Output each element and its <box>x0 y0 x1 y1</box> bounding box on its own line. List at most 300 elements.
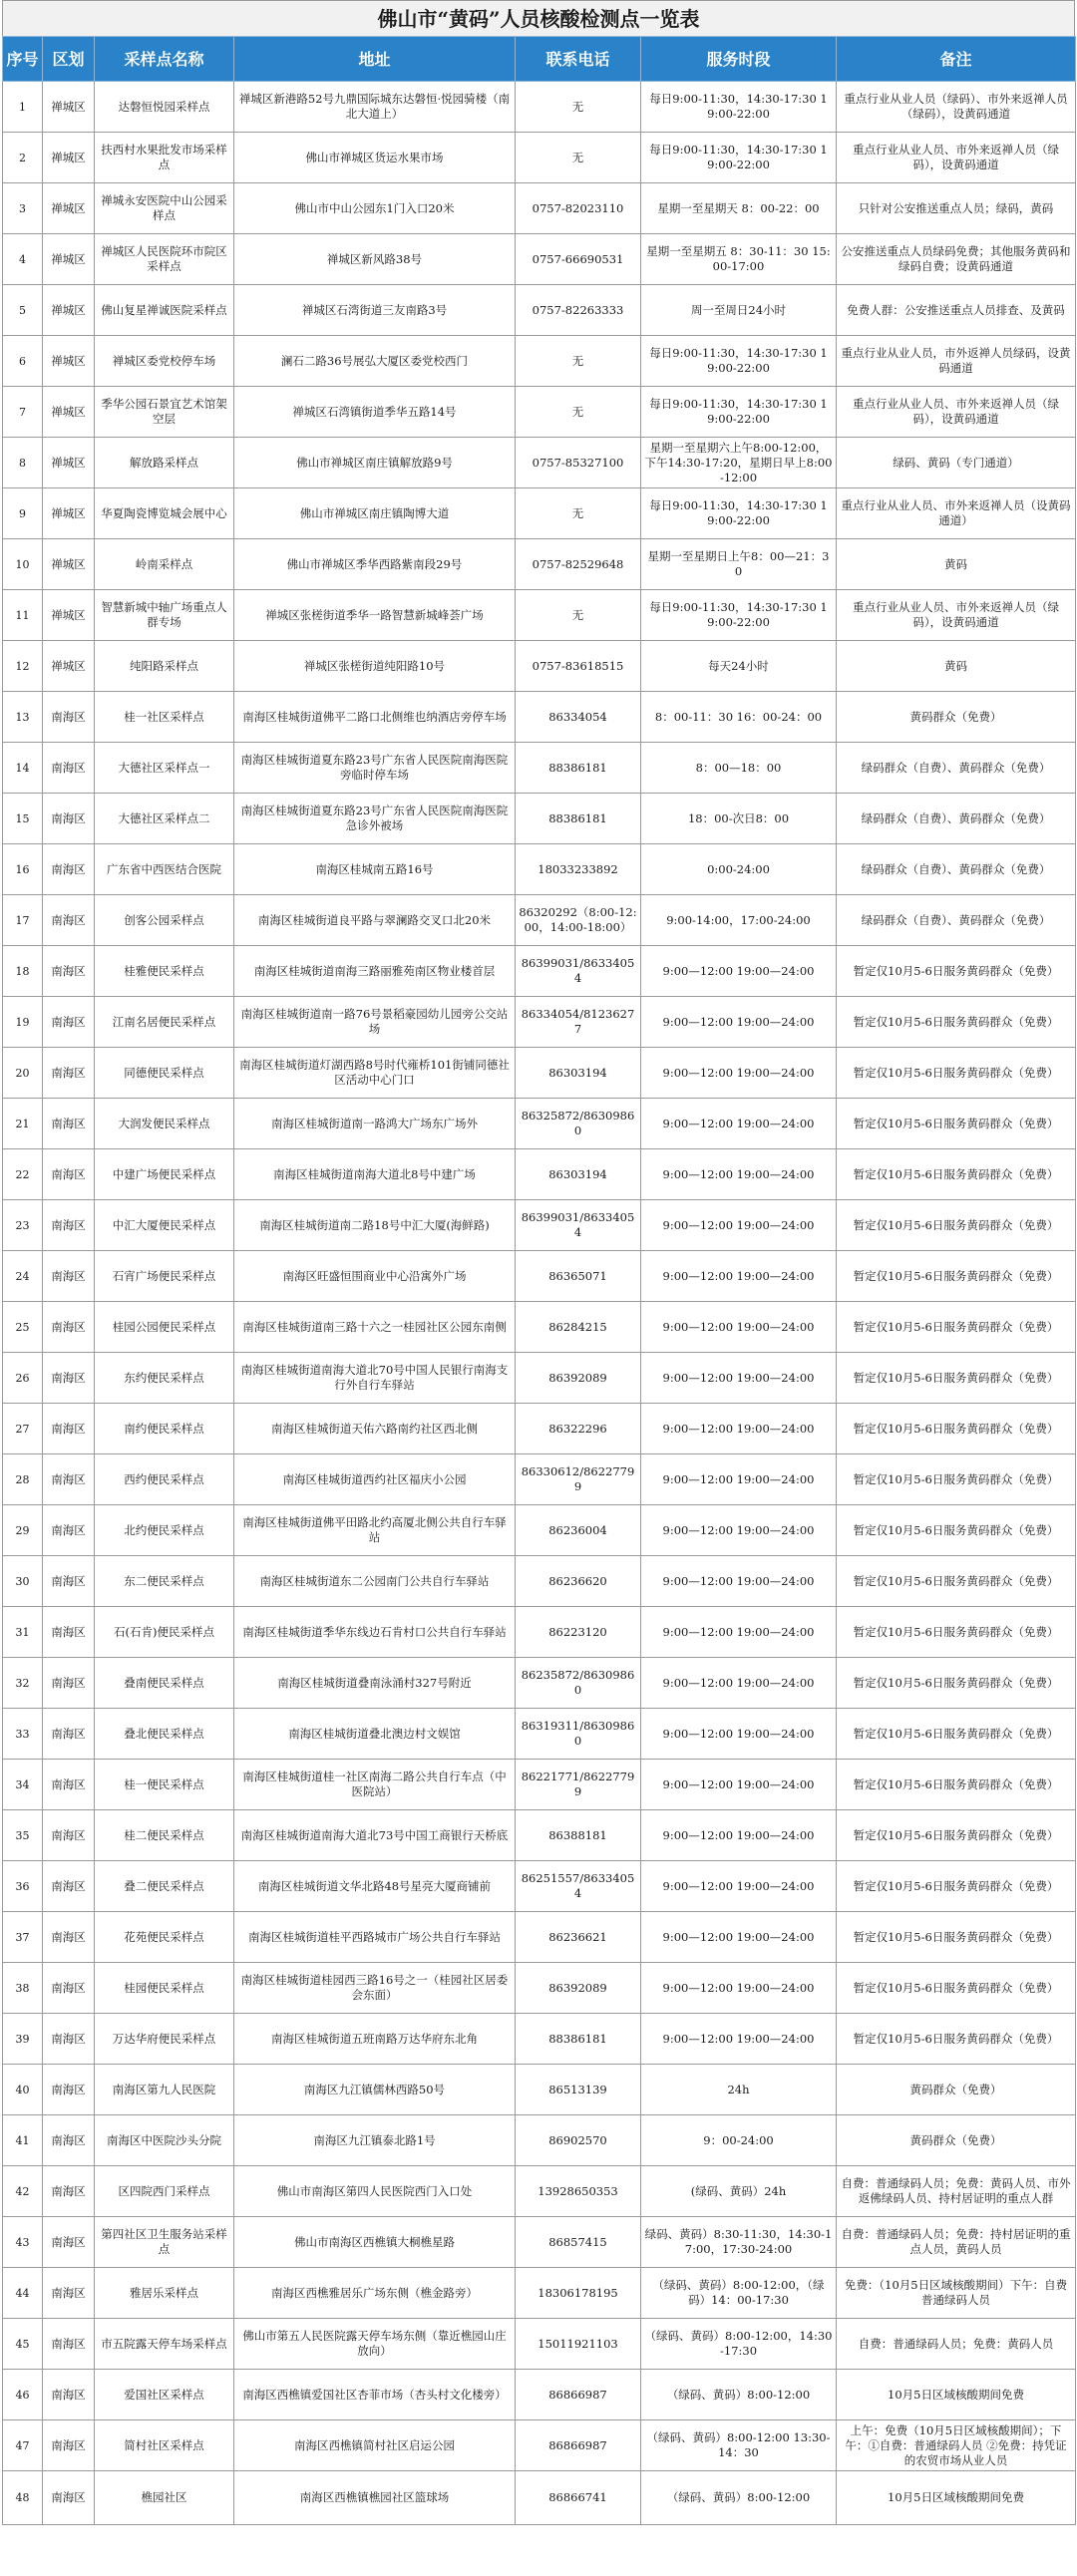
row-site-name: 达磐恒悦园采样点 <box>95 82 234 133</box>
row-remarks: 黄码群众（免费） <box>837 692 1076 743</box>
row-address: 禅城区新风路38号 <box>234 234 516 285</box>
table-row <box>3 133 1076 183</box>
row-hours: 18：00-次日8：00 <box>641 794 837 844</box>
row-site-name: 华夏陶瓷博览城会展中心 <box>95 488 234 539</box>
row-hours: （绿码、黄码）8:00-12:00，14:30-17:30 <box>641 2319 837 2370</box>
row-phone: 13928650353 <box>516 2166 641 2217</box>
row-district: 南海区 <box>43 1861 95 1912</box>
row-phone: 无 <box>516 82 641 133</box>
header-index: 序号 <box>3 37 43 82</box>
row-address: 禅城区张槎街道季华一路智慧新城峰荟广场 <box>234 590 516 641</box>
row-district: 南海区 <box>43 895 95 946</box>
row-phone: 86236620 <box>516 1556 641 1607</box>
row-phone: 86319311/86309860 <box>516 1709 641 1760</box>
row-district: 南海区 <box>43 2268 95 2319</box>
table-header-row <box>3 37 1076 82</box>
row-remarks: 暂定仅10月5-6日服务黄码群众（免费） <box>837 1353 1076 1404</box>
table-row <box>3 2319 1076 2370</box>
row-address: 南海区西樵镇简村社区启运公园 <box>234 2420 516 2471</box>
row-phone: 86334054 <box>516 692 641 743</box>
row-address: 南海区桂城街道五班南路万达华府东北角 <box>234 2014 516 2065</box>
table-row <box>3 692 1076 743</box>
row-hours: （绿码、黄码）8:00-12:00 <box>641 2471 837 2525</box>
row-remarks: 免费：（10月5日区域核酸期间）下午：自费普通绿码人员 <box>837 2268 1076 2319</box>
row-hours: 9:00—12:00 19:00—24:00 <box>641 1353 837 1404</box>
row-hours: 星期一至星期日上午8：00—21：30 <box>641 539 837 590</box>
row-site-name: 桂一便民采样点 <box>95 1760 234 1810</box>
row-index: 5 <box>3 285 43 336</box>
row-index: 45 <box>3 2319 43 2370</box>
row-site-name: 花苑便民采样点 <box>95 1912 234 1963</box>
row-address: 佛山市禅城区季华西路紫南段29号 <box>234 539 516 590</box>
row-district: 禅城区 <box>43 234 95 285</box>
row-district: 南海区 <box>43 743 95 794</box>
row-district: 禅城区 <box>43 285 95 336</box>
row-index: 10 <box>3 539 43 590</box>
table-row <box>3 1505 1076 1556</box>
row-remarks: 10月5日区域核酸期间免费 <box>837 2370 1076 2420</box>
row-hours: 每日9:00-11:30，14:30-17:30 19:00-22:00 <box>641 387 837 438</box>
row-remarks: 绿码、黄码（专门通道） <box>837 438 1076 488</box>
header-address: 地址 <box>234 37 516 82</box>
row-site-name: 东二便民采样点 <box>95 1556 234 1607</box>
row-district: 南海区 <box>43 1149 95 1200</box>
row-site-name: 爱国社区采样点 <box>95 2370 234 2420</box>
row-hours: 周一至周日24小时 <box>641 285 837 336</box>
header-phone: 联系电话 <box>516 37 641 82</box>
row-hours: （绿码、黄码）8:00-12:00 13:30-14：30 <box>641 2420 837 2471</box>
row-phone: 86325872/86309860 <box>516 1099 641 1149</box>
row-district: 禅城区 <box>43 539 95 590</box>
row-district: 南海区 <box>43 1709 95 1760</box>
header-site-name: 采样点名称 <box>95 37 234 82</box>
row-address: 南海区桂城街道南一路76号景稻豪园幼儿园旁公交站场 <box>234 997 516 1048</box>
row-site-name: 纯阳路采样点 <box>95 641 234 692</box>
row-index: 23 <box>3 1200 43 1251</box>
row-phone: 18033233892 <box>516 844 641 895</box>
row-phone: 86320292（8:00-12:00，14:00-18:00） <box>516 895 641 946</box>
row-hours: 9:00—12:00 19:00—24:00 <box>641 1200 837 1251</box>
row-remarks: 绿码群众（自费）、黄码群众（免费） <box>837 794 1076 844</box>
table-row <box>3 794 1076 844</box>
row-hours: 每日9:00-11:30，14:30-17:30 19:00-22:00 <box>641 82 837 133</box>
table-row <box>3 1302 1076 1353</box>
row-phone: 86365071 <box>516 1251 641 1302</box>
row-remarks: 暂定仅10月5-6日服务黄码群众（免费） <box>837 1963 1076 2014</box>
row-phone: 88386181 <box>516 743 641 794</box>
row-hours: 9:00—12:00 19:00—24:00 <box>641 1607 837 1658</box>
row-phone: 86902570 <box>516 2115 641 2166</box>
row-phone: 88386181 <box>516 2014 641 2065</box>
row-address: 南海区桂城街道桂一社区南海二路公共自行车点（中医院站） <box>234 1760 516 1810</box>
row-phone: 0757-66690531 <box>516 234 641 285</box>
row-address: 南海区桂城街道南三路十六之一桂园社区公园东南侧 <box>234 1302 516 1353</box>
row-remarks: 暂定仅10月5-6日服务黄码群众（免费） <box>837 1505 1076 1556</box>
row-district: 禅城区 <box>43 641 95 692</box>
row-district: 南海区 <box>43 1760 95 1810</box>
row-hours: 9:00—12:00 19:00—24:00 <box>641 1709 837 1760</box>
table-row <box>3 1200 1076 1251</box>
row-site-name: 石(石肯)便民采样点 <box>95 1607 234 1658</box>
row-site-name: 禅城永安医院中山公园采样点 <box>95 183 234 234</box>
row-index: 22 <box>3 1149 43 1200</box>
row-hours: 9:00—12:00 19:00—24:00 <box>641 2014 837 2065</box>
row-district: 南海区 <box>43 2115 95 2166</box>
row-index: 28 <box>3 1454 43 1505</box>
row-site-name: 樵园社区 <box>95 2471 234 2525</box>
row-address: 南海区西樵雅居乐广场东侧（樵金路旁） <box>234 2268 516 2319</box>
header-district: 区划 <box>43 37 95 82</box>
row-phone: 无 <box>516 488 641 539</box>
row-site-name: 解放路采样点 <box>95 438 234 488</box>
row-index: 14 <box>3 743 43 794</box>
row-district: 南海区 <box>43 1556 95 1607</box>
row-phone: 86221771/86227799 <box>516 1760 641 1810</box>
row-address: 佛山市禅城区货运水果市场 <box>234 133 516 183</box>
row-index: 25 <box>3 1302 43 1353</box>
row-site-name: 第四社区卫生服务站采样点 <box>95 2217 234 2268</box>
page-title: 佛山市“黄码”人员核酸检测点一览表 <box>2 0 1075 36</box>
table-row <box>3 1454 1076 1505</box>
row-remarks: 暂定仅10月5-6日服务黄码群众（免费） <box>837 1404 1076 1454</box>
row-hours: 9:00—12:00 19:00—24:00 <box>641 997 837 1048</box>
row-remarks: 重点行业从业人员，市外返禅人员绿码，设黄码通道 <box>837 336 1076 387</box>
row-district: 南海区 <box>43 1099 95 1149</box>
row-address: 南海区桂城街道南海三路丽雅苑南区物业楼首层 <box>234 946 516 997</box>
table-row <box>3 1048 1076 1099</box>
row-phone: 无 <box>516 336 641 387</box>
row-phone: 86866987 <box>516 2370 641 2420</box>
row-phone: 无 <box>516 590 641 641</box>
row-district: 禅城区 <box>43 183 95 234</box>
row-index: 15 <box>3 794 43 844</box>
row-remarks: 暂定仅10月5-6日服务黄码群众（免费） <box>837 1760 1076 1810</box>
row-phone: 无 <box>516 387 641 438</box>
row-address: 南海区九江镇泰北路1号 <box>234 2115 516 2166</box>
row-district: 南海区 <box>43 1963 95 2014</box>
row-remarks: 免费人群：公安推送重点人员排查、及黄码 <box>837 285 1076 336</box>
table-row <box>3 2065 1076 2115</box>
row-site-name: 扶西村水果批发市场采样点 <box>95 133 234 183</box>
row-remarks: 暂定仅10月5-6日服务黄码群众（免费） <box>837 1556 1076 1607</box>
row-hours: 8：00—18：00 <box>641 743 837 794</box>
row-address: 南海区桂城街道夏东路23号广东省人民医院南海医院急诊外被场 <box>234 794 516 844</box>
row-site-name: 南海区第九人民医院 <box>95 2065 234 2115</box>
row-phone: 86513139 <box>516 2065 641 2115</box>
row-phone: 无 <box>516 133 641 183</box>
row-remarks: 自费：普通绿码人员；免费：黄码人员、市外返佛绿码人员、持村居证明的重点人群 <box>837 2166 1076 2217</box>
row-phone: 0757-82263333 <box>516 285 641 336</box>
row-remarks: 自费：普通绿码人员；免费：黄码人员 <box>837 2319 1076 2370</box>
row-district: 南海区 <box>43 1658 95 1709</box>
row-address: 南海区桂城街道季华东线边石肯村口公共自行车驿站 <box>234 1607 516 1658</box>
row-remarks: 暂定仅10月5-6日服务黄码群众（免费） <box>837 1251 1076 1302</box>
row-hours: 9:00—12:00 19:00—24:00 <box>641 1861 837 1912</box>
row-remarks: 暂定仅10月5-6日服务黄码群众（免费） <box>837 1302 1076 1353</box>
row-remarks: 公安推送重点人员绿码免费；其他服务黄码和绿码自费；设黄码通道 <box>837 234 1076 285</box>
row-remarks: 暂定仅10月5-6日服务黄码群众（免费） <box>837 946 1076 997</box>
row-index: 13 <box>3 692 43 743</box>
row-district: 南海区 <box>43 2471 95 2525</box>
row-district: 禅城区 <box>43 387 95 438</box>
header-remarks: 备注 <box>837 37 1076 82</box>
row-address: 澜石二路36号展弘大厦区委党校西门 <box>234 336 516 387</box>
row-district: 南海区 <box>43 1200 95 1251</box>
row-hours: 9:00—12:00 19:00—24:00 <box>641 1963 837 2014</box>
row-phone: 86392089 <box>516 1963 641 2014</box>
row-remarks: 绿码群众（自费）、黄码群众（免费） <box>837 895 1076 946</box>
row-index: 34 <box>3 1760 43 1810</box>
row-district: 禅城区 <box>43 590 95 641</box>
row-district: 禅城区 <box>43 82 95 133</box>
row-remarks: 暂定仅10月5-6日服务黄码群众（免费） <box>837 1200 1076 1251</box>
row-address: 南海区桂城街道南海大道北73号中国工商银行天桥底 <box>234 1810 516 1861</box>
row-site-name: 叠二便民采样点 <box>95 1861 234 1912</box>
row-remarks: 暂定仅10月5-6日服务黄码群众（免费） <box>837 1454 1076 1505</box>
row-index: 12 <box>3 641 43 692</box>
table-row <box>3 438 1076 488</box>
row-hours: 9:00—12:00 19:00—24:00 <box>641 946 837 997</box>
row-district: 南海区 <box>43 997 95 1048</box>
row-hours: 9:00—12:00 19:00—24:00 <box>641 1556 837 1607</box>
row-phone: 86235872/86309860 <box>516 1658 641 1709</box>
row-index: 42 <box>3 2166 43 2217</box>
row-remarks: 只针对公安推送重点人员；绿码，黄码 <box>837 183 1076 234</box>
row-address: 佛山市南海区西樵镇大桐樵星路 <box>234 2217 516 2268</box>
row-phone: 0757-82023110 <box>516 183 641 234</box>
row-address: 南海区桂城街道叠南泳涌村327号附近 <box>234 1658 516 1709</box>
table-row <box>3 844 1076 895</box>
row-index: 46 <box>3 2370 43 2420</box>
row-remarks: 黄码 <box>837 641 1076 692</box>
row-remarks: 重点行业从业人员（绿码）、市外来返禅人员（绿码），设黄码通道 <box>837 82 1076 133</box>
row-index: 24 <box>3 1251 43 1302</box>
row-hours: 9:00—12:00 19:00—24:00 <box>641 1048 837 1099</box>
row-hours: 9:00—12:00 19:00—24:00 <box>641 1912 837 1963</box>
row-remarks: 10月5日区域核酸期间免费 <box>837 2471 1076 2525</box>
row-site-name: 中建广场便民采样点 <box>95 1149 234 1200</box>
row-hours: 9:00—12:00 19:00—24:00 <box>641 1302 837 1353</box>
row-index: 48 <box>3 2471 43 2525</box>
row-hours: 24h <box>641 2065 837 2115</box>
row-address: 南海区九江镇儒林西路50号 <box>234 2065 516 2115</box>
row-index: 37 <box>3 1912 43 1963</box>
row-district: 南海区 <box>43 1505 95 1556</box>
table-row <box>3 336 1076 387</box>
row-remarks: 暂定仅10月5-6日服务黄码群众（免费） <box>837 1912 1076 1963</box>
row-district: 南海区 <box>43 2420 95 2471</box>
row-site-name: 季华公园石景宜艺术馆架空层 <box>95 387 234 438</box>
table-row <box>3 2166 1076 2217</box>
row-address: 禅城区石湾镇街道季华五路14号 <box>234 387 516 438</box>
row-district: 南海区 <box>43 2065 95 2115</box>
row-hours: 每日9:00-11:30，14:30-17:30 19:00-22:00 <box>641 336 837 387</box>
row-remarks: 暂定仅10月5-6日服务黄码群众（免费） <box>837 1658 1076 1709</box>
row-address: 禅城区新港路52号九鼎国际城东达磐恒·悦园骑楼（南北大道上） <box>234 82 516 133</box>
row-address: 南海区桂城街道佛平田路北约高厦北侧公共自行车驿站 <box>234 1505 516 1556</box>
row-site-name: 中汇大厦便民采样点 <box>95 1200 234 1251</box>
row-phone: 86236621 <box>516 1912 641 1963</box>
row-address: 南海区西樵镇爱国社区杏菲市场（杏头村文化楼旁） <box>234 2370 516 2420</box>
row-hours: 星期一至星期五 8：30-11：30 15:00-17:00 <box>641 234 837 285</box>
row-address: 佛山市第五人民医院露天停车场东侧（靠近樵园山庄放向） <box>234 2319 516 2370</box>
row-address: 南海区桂城街道南一路鸿大广场东广场外 <box>234 1099 516 1149</box>
row-remarks: 暂定仅10月5-6日服务黄码群众（免费） <box>837 1861 1076 1912</box>
row-phone: 86303194 <box>516 1149 641 1200</box>
row-district: 禅城区 <box>43 488 95 539</box>
row-site-name: 江南名居便民采样点 <box>95 997 234 1048</box>
table-row <box>3 1607 1076 1658</box>
row-address: 南海区桂城街道南海大道北70号中国人民银行南海支行外自行车驿站 <box>234 1353 516 1404</box>
row-hours: 9:00—12:00 19:00—24:00 <box>641 1505 837 1556</box>
row-site-name: 广东省中西医结合医院 <box>95 844 234 895</box>
row-address: 南海区桂城街道东二公园南门公共自行车驿站 <box>234 1556 516 1607</box>
row-address: 南海区桂城街道佛平二路口北侧维也纳酒店旁停车场 <box>234 692 516 743</box>
row-district: 南海区 <box>43 1302 95 1353</box>
row-index: 18 <box>3 946 43 997</box>
row-site-name: 东约便民采样点 <box>95 1353 234 1404</box>
row-phone: 86399031/86334054 <box>516 946 641 997</box>
row-hours: 8：00-11：30 16：00-24：00 <box>641 692 837 743</box>
row-district: 南海区 <box>43 1353 95 1404</box>
row-index: 33 <box>3 1709 43 1760</box>
row-index: 40 <box>3 2065 43 2115</box>
row-address: 南海区桂城街道南二路18号中汇大厦(海鲜路) <box>234 1200 516 1251</box>
row-site-name: 岭南采样点 <box>95 539 234 590</box>
row-site-name: 北约便民采样点 <box>95 1505 234 1556</box>
row-phone: 86388181 <box>516 1810 641 1861</box>
table-row <box>3 1404 1076 1454</box>
row-index: 30 <box>3 1556 43 1607</box>
table-row <box>3 1149 1076 1200</box>
table-row <box>3 183 1076 234</box>
row-phone: 15011921103 <box>516 2319 641 2370</box>
row-site-name: 大德社区采样点一 <box>95 743 234 794</box>
row-address: 佛山市南海区第四人民医院西门入口处 <box>234 2166 516 2217</box>
row-site-name: 叠南便民采样点 <box>95 1658 234 1709</box>
row-hours: 每天24小时 <box>641 641 837 692</box>
row-index: 38 <box>3 1963 43 2014</box>
table-row <box>3 1912 1076 1963</box>
table-row <box>3 2268 1076 2319</box>
table-row <box>3 743 1076 794</box>
row-index: 36 <box>3 1861 43 1912</box>
row-phone: 86251557/86334054 <box>516 1861 641 1912</box>
row-index: 19 <box>3 997 43 1048</box>
row-remarks: 重点行业从业人员、市外来返禅人员（绿码），设黄码通道 <box>837 590 1076 641</box>
row-phone: 86236004 <box>516 1505 641 1556</box>
header-hours: 服务时段 <box>641 37 837 82</box>
row-index: 6 <box>3 336 43 387</box>
row-hours: 9:00—12:00 19:00—24:00 <box>641 1658 837 1709</box>
row-index: 1 <box>3 82 43 133</box>
row-hours: 9:00—12:00 19:00—24:00 <box>641 1099 837 1149</box>
row-phone: 86334054/81236277 <box>516 997 641 1048</box>
row-address: 禅城区石湾街道三友南路3号 <box>234 285 516 336</box>
table-row <box>3 285 1076 336</box>
row-index: 8 <box>3 438 43 488</box>
row-hours: 星期一至星期天 8：00-22：00 <box>641 183 837 234</box>
row-phone: 86866741 <box>516 2471 641 2525</box>
row-district: 禅城区 <box>43 336 95 387</box>
row-index: 17 <box>3 895 43 946</box>
table-row <box>3 2471 1076 2525</box>
table-row <box>3 590 1076 641</box>
row-hours: 9:00—12:00 19:00—24:00 <box>641 1149 837 1200</box>
row-district: 禅城区 <box>43 438 95 488</box>
row-address: 南海区桂城街道叠北澳边村文娱馆 <box>234 1709 516 1760</box>
row-phone: 88386181 <box>516 794 641 844</box>
row-index: 35 <box>3 1810 43 1861</box>
row-index: 29 <box>3 1505 43 1556</box>
row-address: 南海区桂城街道文华北路48号星亮大厦商铺前 <box>234 1861 516 1912</box>
row-phone: 86223120 <box>516 1607 641 1658</box>
testing-sites-table <box>2 36 1076 2525</box>
row-index: 31 <box>3 1607 43 1658</box>
row-address: 佛山市中山公园东1门入口20米 <box>234 183 516 234</box>
row-remarks: 黄码群众（免费） <box>837 2065 1076 2115</box>
row-site-name: 市五院露天停车场采样点 <box>95 2319 234 2370</box>
table-row <box>3 1810 1076 1861</box>
table-row <box>3 1709 1076 1760</box>
row-hours: 9:00—12:00 19:00—24:00 <box>641 1404 837 1454</box>
table-row <box>3 2217 1076 2268</box>
row-address: 佛山市禅城区南庄镇陶博大道 <box>234 488 516 539</box>
table-row <box>3 234 1076 285</box>
row-district: 南海区 <box>43 1454 95 1505</box>
row-address: 南海区桂城街道西约社区福庆小公园 <box>234 1454 516 1505</box>
row-district: 南海区 <box>43 1251 95 1302</box>
row-district: 南海区 <box>43 692 95 743</box>
row-hours: 0:00-24:00 <box>641 844 837 895</box>
row-address: 南海区桂城街道良平路与翠澜路交叉口北20米 <box>234 895 516 946</box>
row-site-name: 禅城区人民医院环市院区采样点 <box>95 234 234 285</box>
row-remarks: 暂定仅10月5-6日服务黄码群众（免费） <box>837 1607 1076 1658</box>
row-hours: 9:00—12:00 19:00—24:00 <box>641 1760 837 1810</box>
row-index: 32 <box>3 1658 43 1709</box>
row-remarks: 自费：普通绿码人员；免费：持村居证明的重点人员，黄码人员 <box>837 2217 1076 2268</box>
row-site-name: 佛山复星禅诚医院采样点 <box>95 285 234 336</box>
row-hours: 9：00-24:00 <box>641 2115 837 2166</box>
row-hours: 每日9:00-11:30，14:30-17:30 19:00-22:00 <box>641 488 837 539</box>
row-address: 禅城区张槎街道纯阳路10号 <box>234 641 516 692</box>
row-phone: 0757-83618515 <box>516 641 641 692</box>
row-site-name: 同德便民采样点 <box>95 1048 234 1099</box>
row-site-name: 南海区中医院沙头分院 <box>95 2115 234 2166</box>
row-district: 南海区 <box>43 2319 95 2370</box>
row-hours: （绿码、黄码）8:00-12:00 <box>641 2370 837 2420</box>
table-row <box>3 2420 1076 2471</box>
row-phone: 86399031/86334054 <box>516 1200 641 1251</box>
row-index: 44 <box>3 2268 43 2319</box>
table-row <box>3 1658 1076 1709</box>
row-index: 39 <box>3 2014 43 2065</box>
row-site-name: 万达华府便民采样点 <box>95 2014 234 2065</box>
row-site-name: 智慧新城中轴广场重点人群专场 <box>95 590 234 641</box>
row-remarks: 暂定仅10月5-6日服务黄码群众（免费） <box>837 1099 1076 1149</box>
row-phone: 86303194 <box>516 1048 641 1099</box>
row-site-name: 创客公园采样点 <box>95 895 234 946</box>
table-row <box>3 539 1076 590</box>
row-hours: (绿码、黄码）24h <box>641 2166 837 2217</box>
row-hours: 每日9:00-11:30，14:30-17:30 19:00-22:00 <box>641 590 837 641</box>
row-district: 禅城区 <box>43 133 95 183</box>
row-phone: 18306178195 <box>516 2268 641 2319</box>
row-hours: 9:00-14:00，17:00-24:00 <box>641 895 837 946</box>
row-index: 16 <box>3 844 43 895</box>
row-hours: 9:00—12:00 19:00—24:00 <box>641 1251 837 1302</box>
row-remarks: 重点行业从业人员、市外来返禅人员（绿码），设黄码通道 <box>837 133 1076 183</box>
